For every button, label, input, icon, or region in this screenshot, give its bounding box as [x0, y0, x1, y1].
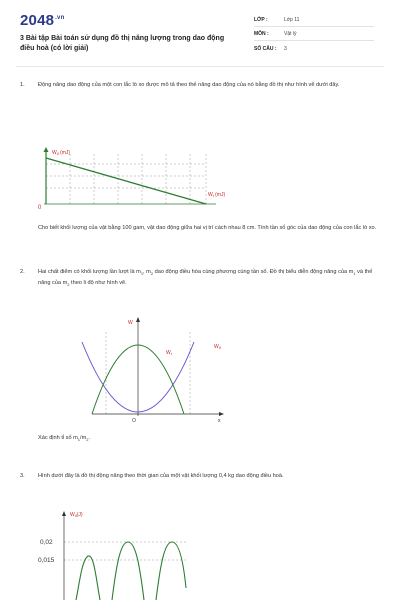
- y-axis-label: $W_đ$ (mJ): [52, 150, 71, 156]
- curve-a-label: $W_t$: [166, 350, 172, 356]
- meta-divider: [254, 40, 374, 41]
- y-axis-label: $W_đ(J)$: [70, 512, 83, 518]
- y-axis-arrow: [44, 147, 49, 152]
- meta-divider: [254, 26, 374, 27]
- x-axis-arrow: [219, 412, 224, 416]
- curve-b-label: $W_đ$: [214, 344, 221, 350]
- question-1-graph: [36, 144, 226, 212]
- y-axis-arrow: [62, 511, 66, 516]
- x-axis-label: $W_t$ (mJ): [208, 192, 226, 198]
- tick-label-1: 0,02: [40, 539, 53, 546]
- x-axis-label: x: [218, 418, 221, 424]
- header-separator: [16, 66, 384, 67]
- question-2-followup: Xác định tỉ số $m_1/m_2$.: [38, 435, 91, 443]
- document-header: [0, 0, 400, 62]
- y-axis-arrow: [136, 317, 140, 322]
- meta-count: SỐ CÂU : 3: [254, 46, 287, 52]
- question-3-graph: [36, 508, 196, 600]
- site-logo[interactable]: $2048^{.vn}$: [20, 12, 65, 29]
- tick-label-2: 0,015: [38, 557, 55, 564]
- question-1-followup: Cho biết khối lượng của vật bằng 100 gam, vật dao động giữa hai vị trí cách nhau 8 cm. Tính tần số góc của dao động của con lắc lò xo.: [38, 225, 377, 231]
- meta-class: LỚP : Lớp 11: [254, 17, 300, 23]
- question-2-graph: [72, 312, 242, 424]
- y-axis-label: W: [128, 320, 133, 326]
- origin-label: O: [132, 418, 136, 424]
- origin-label: 0: [38, 205, 42, 211]
- document-title: 3 Bài tập Bài toán sử dụng đồ thị năng lượng trong dao động điều hoà (có lời giải): [20, 35, 225, 52]
- energy-line: [46, 158, 206, 204]
- meta-subject: MÔN : Vật lý: [254, 31, 297, 37]
- kinetic-energy-wave: [76, 542, 186, 600]
